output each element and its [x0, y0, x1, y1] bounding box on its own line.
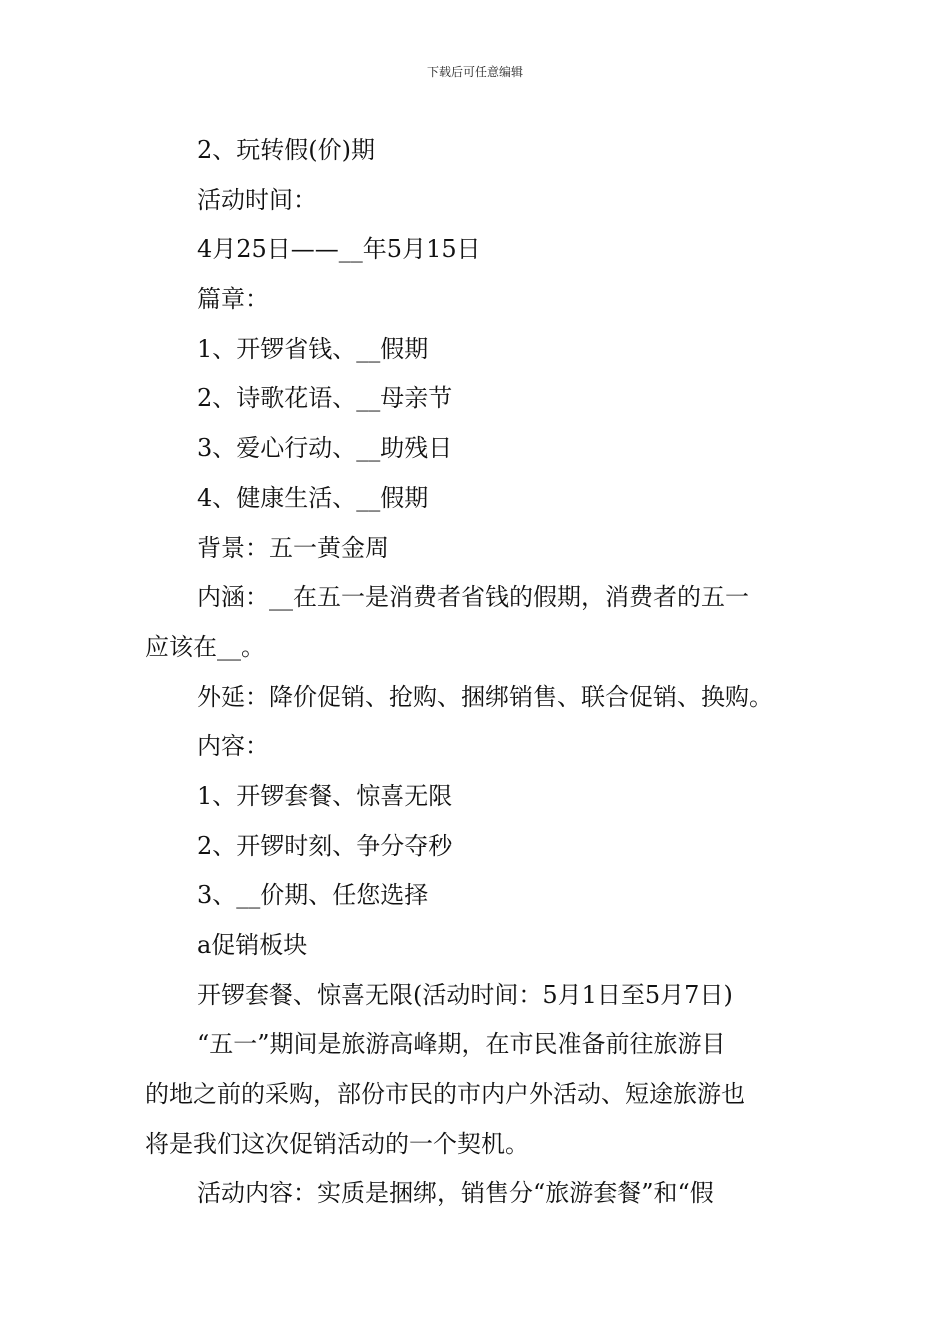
text-line: 外延：降价促销、抢购、捆绑销售、联合促销、换购。	[197, 682, 773, 711]
text-line: 4月25日——__年5月15日	[197, 235, 481, 264]
text-line: 活动内容：实质是捆绑，销售分“旅游套餐”和“假	[197, 1179, 714, 1208]
text-line: 1、开锣套餐、惊喜无限	[197, 781, 453, 810]
page-header: 下载后可任意编辑	[426, 65, 523, 79]
text-line: 2、诗歌花语、__母亲节	[197, 384, 453, 413]
text-line: 内容：	[197, 732, 269, 761]
text-line: a促销板块	[197, 931, 308, 959]
text-line: 1、开锣省钱、__假期	[197, 334, 429, 363]
text-line: 将是我们这次促销活动的一个契机。	[145, 1129, 529, 1158]
text-line: 3、__价期、任您选择	[197, 881, 429, 910]
text-line: 背景：五一黄金周	[197, 533, 389, 562]
text-line: 的地之前的采购，部份市民的市内户外活动、短途旅游也	[145, 1080, 745, 1109]
text-line: 应该在__。	[145, 632, 265, 661]
text-line: 4、健康生活、__假期	[197, 483, 429, 512]
document-body	[145, 126, 810, 1219]
text-line: 篇章：	[197, 285, 269, 314]
text-line: “五一”期间是旅游高峰期，在市民准备前往旅游目	[197, 1030, 726, 1059]
text-line: 内涵：__在五一是消费者省钱的假期，消费者的五一	[197, 583, 749, 612]
text-line: 2、开锣时刻、争分夺秒	[197, 831, 453, 860]
text-line: 3、爱心行动、__助残日	[197, 434, 453, 463]
text-line: 开锣套餐、惊喜无限(活动时间：5月1日至5月7日)	[197, 980, 733, 1009]
text-line: 2、玩转假(价)期	[197, 136, 375, 164]
text-line: 活动时间：	[197, 185, 317, 214]
